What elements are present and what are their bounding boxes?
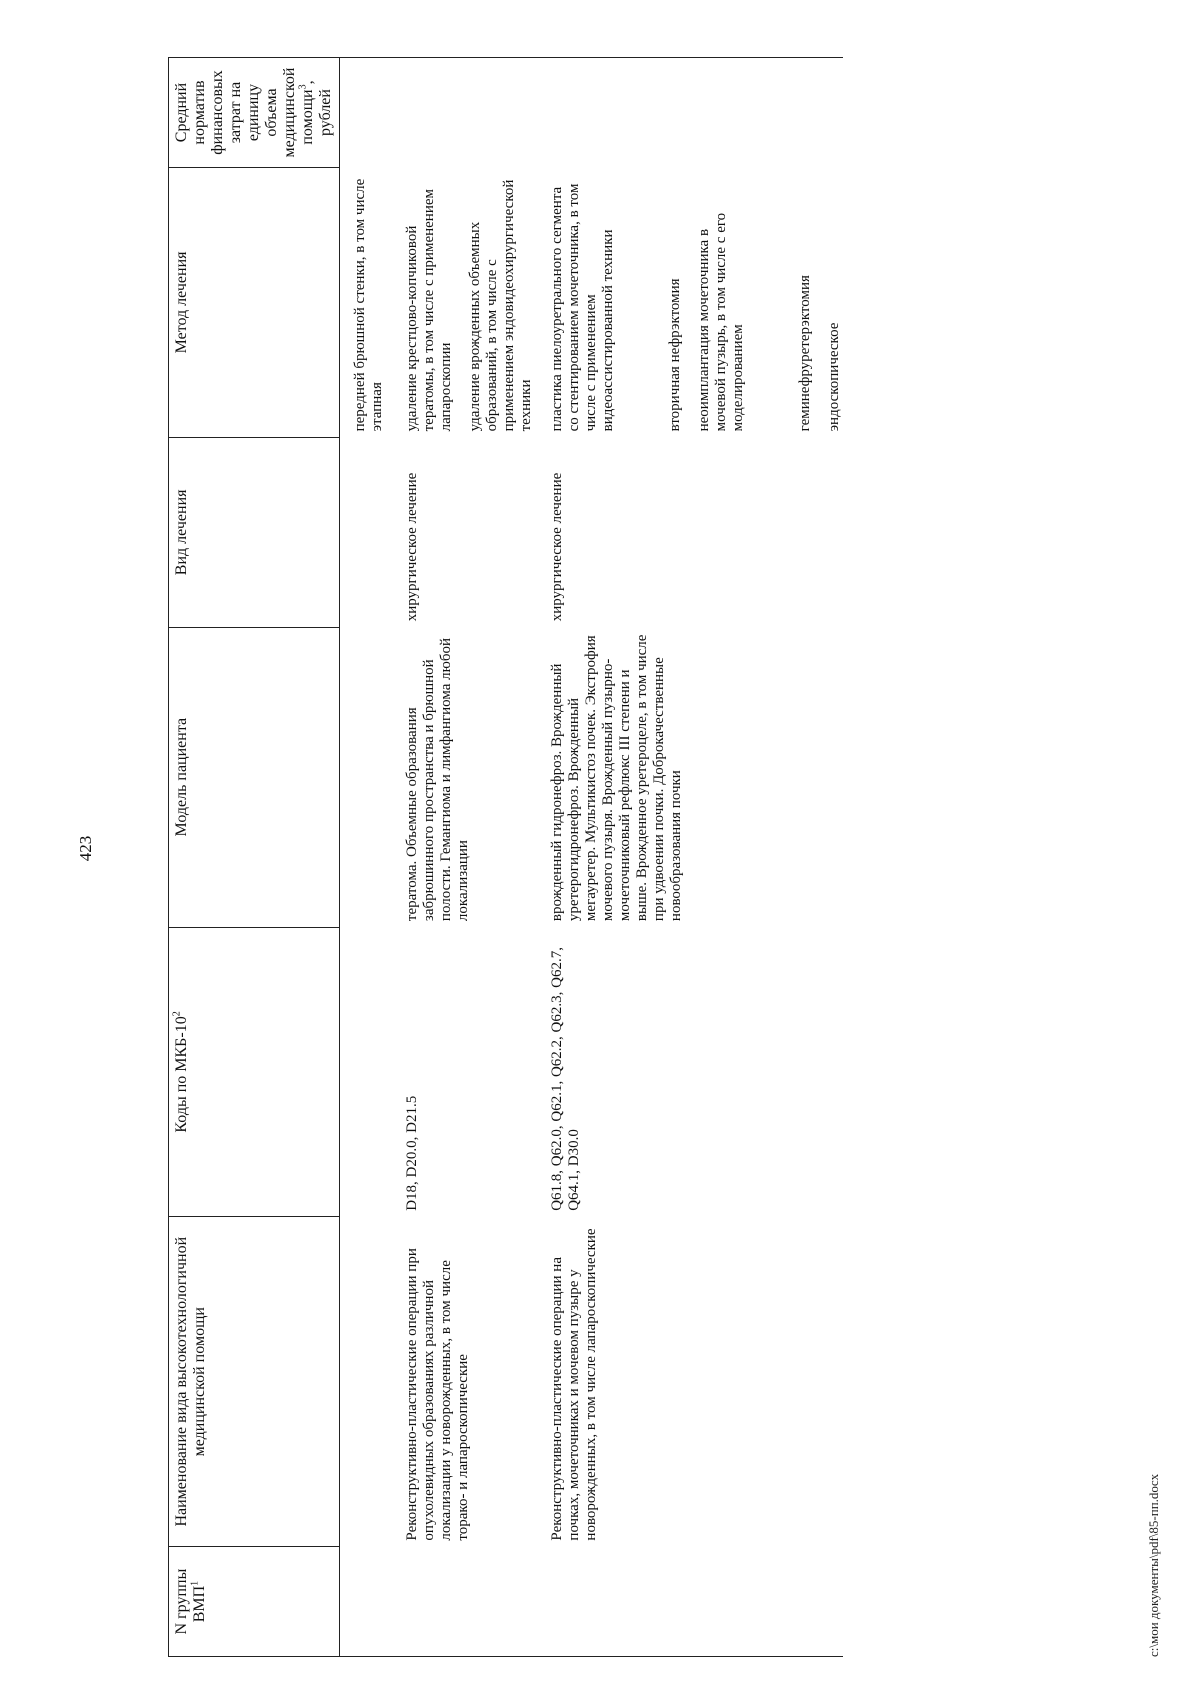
table-row [340, 58, 391, 1657]
header-treatment-method: Метод лечения [169, 168, 340, 438]
cell-average-cost [535, 58, 843, 168]
method-item: эндоскопическое [826, 322, 842, 432]
header-patient-model: Модель пациента [169, 627, 340, 927]
cell-group-number [390, 1547, 535, 1657]
cell-treatment-type: хирургическое лечение [549, 472, 565, 622]
cell-care-type-name: Реконструктивно-пластические операции на почках, мочеточниках и мочевом пузыре у новорожденных, в том числе лапароскопические [549, 1228, 599, 1541]
table-row [390, 58, 535, 1657]
header-icd-codes: Коды по МКБ-$10^2$ [169, 927, 340, 1217]
cell-patient-model: врожденный гидронефроз. Врожденный уретерогидронефроз. Врожденный мегауретер. Мультикистоз почек. Экстрофия мочевого пузыря. Врожденный пузырно-мочеточниковый рефлюкс III степени и выше. Врожденное уретероцеле, в том числе при удвоении почки. Доброкачественные новообразования почки [549, 634, 684, 922]
method-item: удаление крестцово-копчиковой тератомы, в том числе с применением лапароскопии [404, 188, 454, 432]
method-item: передней брюшной стенки, в том числе этапная [352, 178, 385, 432]
cell-group-number [535, 1547, 843, 1657]
footer-file-path: c:\мои документы\pdf\85-пп.docx [1146, 1473, 1161, 1657]
cell-average-cost [390, 58, 535, 168]
method-item: геминефруретерэктомия [797, 275, 813, 432]
method-item: пластика пиелоуретрального сегмента со стентированием мочеточника, в том числе с применением видеоассистированной техники [549, 183, 616, 432]
cell-treatment-type [340, 437, 391, 627]
cell-treatment-type: хирургическое лечение [404, 472, 420, 622]
header-group-number: N группы ВМП$^1$ [169, 1547, 340, 1657]
cell-treatment-methods [340, 168, 391, 438]
cell-patient-model: тератома. Объемные образования забрюшинного пространства и брюшной полости. Гемангиома и лимфангиома любой локализации [404, 637, 471, 922]
cell-icd-codes: D18, D20.0, D21.5 [404, 1095, 420, 1211]
cell-treatment-methods [390, 168, 535, 438]
page-number: 423 [76, 835, 95, 862]
cell-icd-codes [340, 927, 391, 1217]
cell-care-type-name [340, 1217, 391, 1547]
method-item: удаление врожденных объемных образований, в том числе с применением эндовидеохирургической техники [467, 179, 534, 432]
cell-care-type-name: Реконструктивно-пластические операции при опухолевидных образованиях различной локализации у новорожденных, в том числе торако- и лапароскопические [404, 1248, 471, 1541]
cell-treatment-methods [535, 168, 843, 438]
header-average-cost: Средний норматив финансовых затрат на единицу объема медицинской помощи$^3$, рублей [169, 58, 340, 168]
cell-average-cost [340, 58, 391, 168]
header-care-type-name: Наименование вида высокотехнологичной медицинской помощи [169, 1217, 340, 1547]
table-row [535, 58, 843, 1657]
cell-icd-codes: Q61.8, Q62.0, Q62.1, Q62.2, Q62.3, Q62.7, Q64.1, D30.0 [549, 947, 582, 1211]
cell-group-number [340, 1547, 391, 1657]
method-item: неоимплантация мочеточника в мочевой пузырь, в том числе с его моделированием [696, 212, 746, 432]
table-header-row [169, 58, 340, 1657]
vmp-table [168, 57, 843, 1657]
method-item: вторичная нефрэктомия [667, 278, 683, 432]
header-treatment-type: Вид лечения [169, 437, 340, 627]
cell-patient-model [340, 627, 391, 927]
